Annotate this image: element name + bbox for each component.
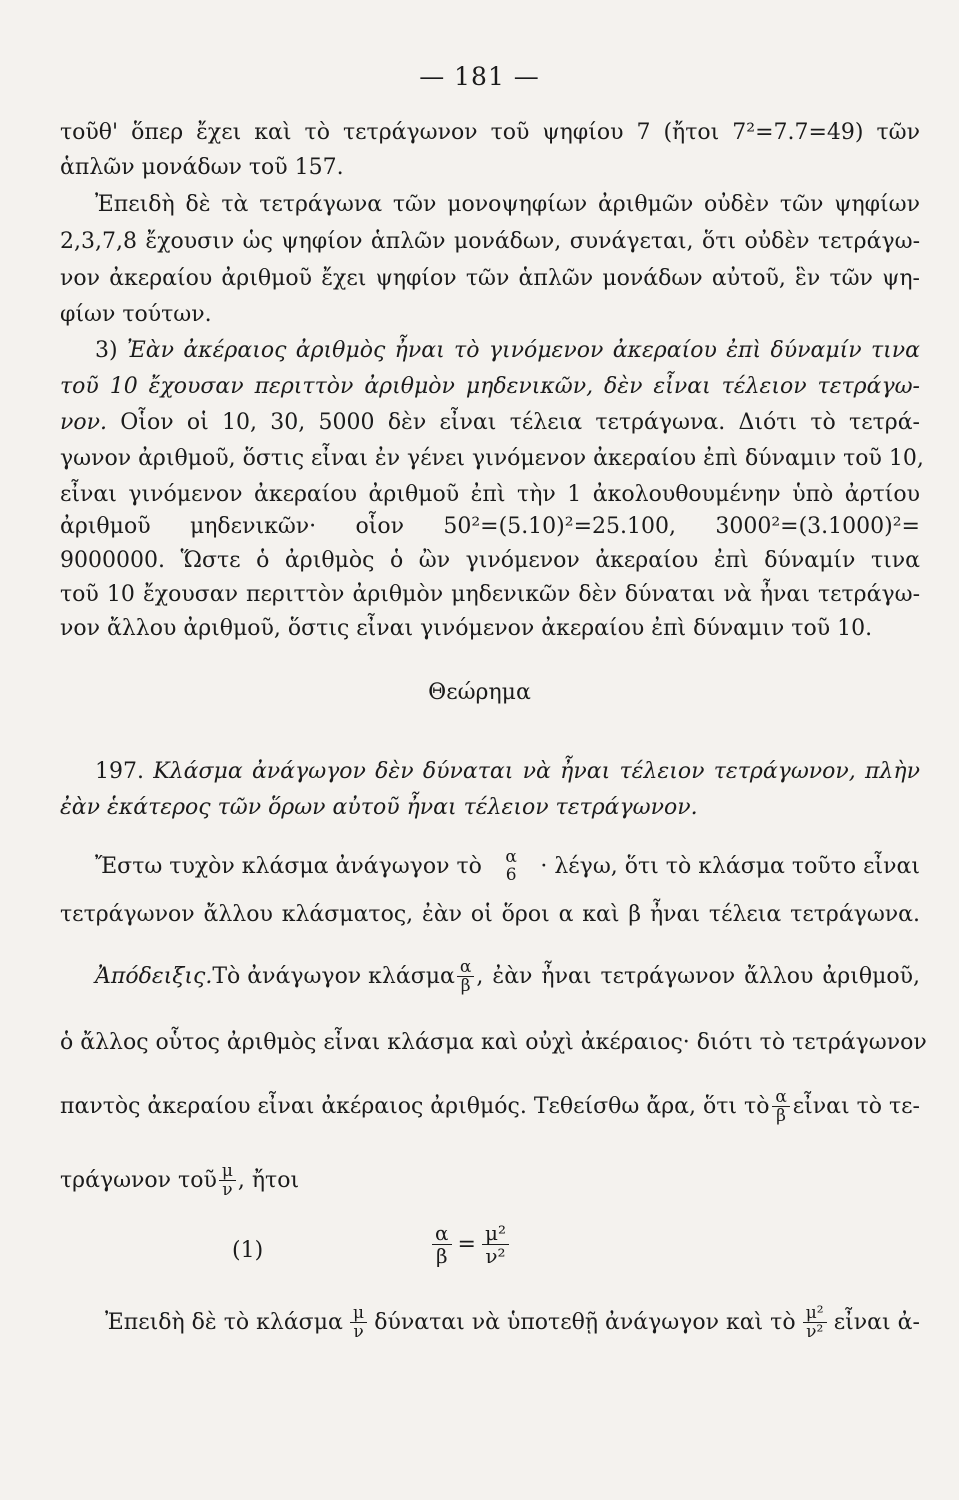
text-span: εἶναι ἀ-: [833, 1310, 920, 1335]
text-span: δύναται νὰ ὑποτεθῇ ἀνάγωγον καὶ τὸ: [374, 1310, 796, 1335]
text-span: εἶναι τὸ τε-: [792, 1094, 920, 1119]
theorem-number: 197.: [95, 759, 154, 784]
text-line: ἀριθμοῦ μηδενικῶν· οἷον 50²=(5.10)²=25.100, 3000²=(3.1000)²=: [60, 514, 920, 539]
fraction: [772, 1088, 789, 1125]
italic-proposition: Ἐὰν ἀκέραιος ἀριθμὸς ἦναι τὸ γινόμενον ἀκεραίου ἐπὶ δύναμίν τινα: [126, 338, 920, 363]
theorem-statement: Κλάσμα ἀνάγωγον δὲν δύναται νὰ ἦναι τέλειον τετράγωνον, πλὴν: [153, 759, 920, 784]
denominator: ν²: [485, 1244, 506, 1268]
denominator: ν: [222, 1180, 233, 1200]
denominator: β: [776, 1106, 786, 1126]
text-line: τοῦ 10 ἔχουσαν περιττὸν ἀριθμὸν μηδενικῶν δὲν δύναται νὰ ἦναι τετράγω-: [60, 582, 920, 607]
text-line: τετράγωνον ἄλλου κλάσματος, ἐὰν οἱ ὅροι α καὶ β ἦναι τέλεια τετράγωνα.: [60, 902, 920, 927]
text-span: , ἐὰν ἦναι τετράγωνον ἄλλου ἀριθμοῦ,: [476, 964, 920, 989]
text-line: νον ἀκεραίου ἀριθμοῦ ἔχει ψηφίον τῶν ἁπλῶν μονάδων αὐτοῦ, ἓν τῶν ψη-: [60, 266, 920, 291]
numerator: α: [457, 958, 474, 977]
equals-sign: =: [457, 1232, 476, 1257]
fraction: [432, 1222, 452, 1267]
denominator: ν²: [806, 1322, 824, 1342]
text-span: τράγωνον τοῦ: [60, 1168, 217, 1193]
text-line: [60, 1088, 920, 1125]
fraction: [502, 848, 519, 884]
page-number: — 181 —: [419, 62, 540, 91]
text-line: 9000000. Ὥστε ὁ ἀριθμὸς ὁ ὢν γινόμενον ἀκεραίου ἐπὶ δύναμίν τινα: [60, 548, 920, 573]
proof-label: Ἀπόδειξις.: [95, 964, 213, 989]
fraction: [482, 1222, 509, 1267]
denominator: ν: [353, 1322, 364, 1342]
text-line: τοῦ 10 ἔχουσαν περιττὸν ἀριθμὸν μηδενικῶν, δὲν εἶναι τέλειον τετράγω-: [60, 374, 920, 399]
text-line: [60, 1162, 920, 1199]
text-line: ὁ ἄλλος οὗτος ἀριθμὸς εἶναι κλάσμα καὶ οὐχὶ ἀκέραιος· διότι τὸ τετράγωνον: [60, 1030, 927, 1055]
text-span: Τὸ ἀνάγωγον κλάσμα: [212, 964, 455, 989]
fraction: [350, 1304, 367, 1341]
numerator: μ²: [482, 1222, 509, 1245]
numerator: α: [432, 1222, 452, 1245]
text-line: νον ἄλλου ἀριθμοῦ, ὅστις εἶναι γινόμενον ἀκεραίου ἐπὶ δύναμιν τοῦ 10.: [60, 616, 873, 641]
text-span: · λέγω, ὅτι τὸ κλάσμα τοῦτο εἶναι: [540, 853, 920, 879]
text-line: εἶναι γινόμενον ἀκεραίου ἀριθμοῦ ἐπὶ τὴν 1 ἀκολουθουμένην ὑπὸ ἀρτίου: [60, 482, 920, 507]
denominator: β: [435, 1244, 448, 1268]
text-span: Ἐπειδὴ δὲ τὸ κλάσμα: [105, 1310, 343, 1335]
text-span: παντὸς ἀκεραίου εἶναι ἀκέραιος ἀριθμός. Τεθείσθω ἄρα, ὅτι τὸ: [60, 1094, 770, 1119]
item-marker: 3): [95, 338, 127, 363]
text-line: ἁπλῶν μονάδων τοῦ 157.: [60, 155, 344, 180]
text-line: [60, 408, 920, 438]
text-line: [95, 757, 920, 787]
numerator: α: [772, 1088, 789, 1107]
equation: [430, 1222, 511, 1267]
fraction: [457, 958, 474, 995]
text-line: γωνον ἀριθμοῦ, ὅστις εἶναι ἐν γένει γινόμενον ἀκεραίου ἐπὶ δύναμιν τοῦ 10,: [60, 446, 924, 471]
italic-proposition: νον.: [60, 410, 107, 435]
text-span: , ἤτοι: [237, 1168, 300, 1193]
text-line: φίων τούτων.: [60, 302, 212, 327]
text-line: Ἐπειδὴ δὲ τὰ τετράγωνα τῶν μονοψηφίων ἀριθμῶν οὐδὲν τῶν ψηφίων: [95, 192, 920, 217]
numerator: α: [505, 847, 517, 867]
numerator: μ: [350, 1304, 367, 1323]
numerator: μ: [219, 1162, 236, 1181]
equation-label: (1): [232, 1238, 264, 1263]
text-line: 2,3,7,8 ἔχουσιν ὡς ψηφίον ἁπλῶν μονάδων, συνάγεται, ὅτι οὐδὲν τετράγω-: [60, 229, 920, 254]
section-heading: Θεώρημα: [428, 680, 531, 705]
text-line: [105, 1304, 920, 1341]
denominator: 6: [505, 865, 517, 885]
numerator: μ²: [803, 1304, 827, 1323]
text-line: [95, 848, 920, 884]
text-line: τοῦθ' ὅπερ ἔχει καὶ τὸ τετράγωνον τοῦ ψηφίου 7 (ἤτοι 7²=7.7=49) τῶν: [60, 120, 920, 145]
denominator: β: [460, 976, 471, 996]
text-span: Ἔστω τυχὸν κλάσμα ἀνάγωγον τὸ: [95, 853, 482, 879]
text-line: [95, 336, 920, 366]
fraction: [803, 1304, 827, 1341]
fraction: [219, 1162, 236, 1199]
text-line: [95, 958, 920, 995]
text-line: ἐὰν ἑκάτερος τῶν ὅρων αὐτοῦ ἦναι τέλειον τετράγωνον.: [60, 795, 698, 820]
text-span: Οἷον οἱ 10, 30, 5000 δὲν εἶναι τέλεια τετράγωνα. Διότι τὸ τετρά-: [107, 410, 920, 435]
